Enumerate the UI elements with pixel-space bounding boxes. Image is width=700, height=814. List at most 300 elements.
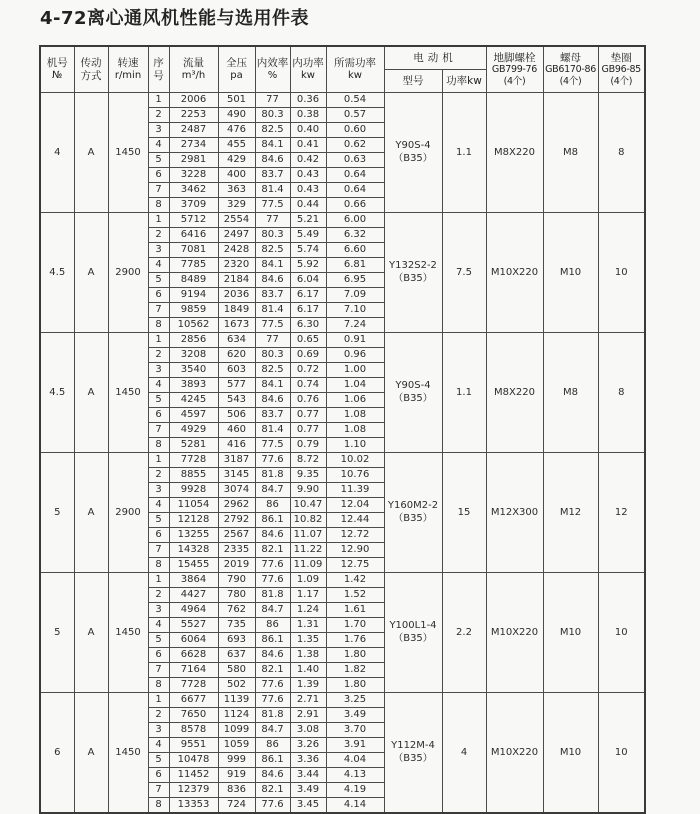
seq-cell: 4 <box>148 138 169 153</box>
power-cell: 10.47 <box>290 498 326 513</box>
seq-cell: 5 <box>148 153 169 168</box>
efficiency-cell: 77.6 <box>255 558 290 573</box>
seq-cell: 6 <box>148 768 169 783</box>
power-cell: 1.39 <box>290 678 326 693</box>
pressure-cell: 2428 <box>218 243 255 258</box>
col-header-motor-group: 电动机 <box>384 46 486 70</box>
drive-mode-cell: A <box>74 693 108 814</box>
pressure-cell: 416 <box>218 438 255 453</box>
flow-cell: 10478 <box>169 753 218 768</box>
power-cell: 0.40 <box>290 123 326 138</box>
drive-mode-cell: A <box>74 213 108 333</box>
pressure-cell: 577 <box>218 378 255 393</box>
col-header-nut: 螺母 GB6170-86 (4个) <box>543 46 598 93</box>
required-power-cell: 1.42 <box>326 573 384 588</box>
efficiency-cell: 77 <box>255 333 290 348</box>
required-power-cell: 1.10 <box>326 438 384 453</box>
pressure-cell: 1673 <box>218 318 255 333</box>
power-cell: 3.45 <box>290 798 326 814</box>
motor-model-cell: Y90S-4 （B35） <box>384 333 442 453</box>
pressure-cell: 363 <box>218 183 255 198</box>
efficiency-cell: 84.1 <box>255 378 290 393</box>
efficiency-cell: 80.3 <box>255 348 290 363</box>
flow-cell: 3228 <box>169 168 218 183</box>
required-power-cell: 0.64 <box>326 168 384 183</box>
seq-cell: 8 <box>148 198 169 213</box>
efficiency-cell: 81.8 <box>255 468 290 483</box>
seq-cell: 6 <box>148 288 169 303</box>
table-row <box>40 333 645 348</box>
power-cell: 1.31 <box>290 618 326 633</box>
motor-power-cell: 1.1 <box>442 93 486 213</box>
efficiency-cell: 82.5 <box>255 363 290 378</box>
required-power-cell: 4.14 <box>326 798 384 814</box>
efficiency-cell: 81.8 <box>255 588 290 603</box>
efficiency-cell: 77.6 <box>255 678 290 693</box>
anchor-bolt-cell: M10X220 <box>486 213 543 333</box>
pressure-cell: 620 <box>218 348 255 363</box>
col-header-drive: 传动 方式 <box>74 46 108 93</box>
power-cell: 0.42 <box>290 153 326 168</box>
power-cell: 1.24 <box>290 603 326 618</box>
power-cell: 0.69 <box>290 348 326 363</box>
flow-cell: 8578 <box>169 723 218 738</box>
table-header <box>40 46 645 93</box>
speed-cell: 1450 <box>108 93 148 213</box>
col-header-pressure: 全压 pa <box>218 46 255 93</box>
flow-cell: 7785 <box>169 258 218 273</box>
pressure-cell: 429 <box>218 153 255 168</box>
flow-cell: 7081 <box>169 243 218 258</box>
seq-cell: 4 <box>148 378 169 393</box>
power-cell: 6.17 <box>290 303 326 318</box>
power-cell: 8.72 <box>290 453 326 468</box>
flow-cell: 14328 <box>169 543 218 558</box>
flow-cell: 3540 <box>169 363 218 378</box>
flow-cell: 3709 <box>169 198 218 213</box>
power-cell: 1.40 <box>290 663 326 678</box>
flow-cell: 2856 <box>169 333 218 348</box>
efficiency-cell: 84.7 <box>255 603 290 618</box>
seq-cell: 3 <box>148 243 169 258</box>
seq-cell: 8 <box>148 558 169 573</box>
efficiency-cell: 82.5 <box>255 243 290 258</box>
anchor-bolt-cell: M8X220 <box>486 93 543 213</box>
required-power-cell: 3.25 <box>326 693 384 708</box>
machine-no-cell: 5 <box>40 573 74 693</box>
power-cell: 3.08 <box>290 723 326 738</box>
flow-cell: 2253 <box>169 108 218 123</box>
seq-cell: 1 <box>148 93 169 108</box>
flow-cell: 7164 <box>169 663 218 678</box>
seq-cell: 1 <box>148 693 169 708</box>
seq-cell: 2 <box>148 708 169 723</box>
power-cell: 1.09 <box>290 573 326 588</box>
machine-no-cell: 4.5 <box>40 213 74 333</box>
pressure-cell: 2962 <box>218 498 255 513</box>
efficiency-cell: 81.4 <box>255 303 290 318</box>
speed-cell: 1450 <box>108 573 148 693</box>
required-power-cell: 1.08 <box>326 423 384 438</box>
col-header-motor-model: 型号 <box>384 70 442 93</box>
required-power-cell: 0.64 <box>326 183 384 198</box>
pressure-cell: 3187 <box>218 453 255 468</box>
seq-cell: 1 <box>148 453 169 468</box>
efficiency-cell: 84.1 <box>255 258 290 273</box>
seq-cell: 1 <box>148 333 169 348</box>
pressure-cell: 2792 <box>218 513 255 528</box>
power-cell: 0.76 <box>290 393 326 408</box>
flow-cell: 4597 <box>169 408 218 423</box>
flow-cell: 13255 <box>169 528 218 543</box>
flow-cell: 11452 <box>169 768 218 783</box>
col-header-washer: 垫圈 GB96-85 (4个) <box>598 46 645 93</box>
anchor-bolt-cell: M12X300 <box>486 453 543 573</box>
required-power-cell: 11.39 <box>326 483 384 498</box>
pressure-cell: 2497 <box>218 228 255 243</box>
seq-cell: 5 <box>148 513 169 528</box>
seq-cell: 3 <box>148 723 169 738</box>
efficiency-cell: 84.7 <box>255 483 290 498</box>
flow-cell: 2487 <box>169 123 218 138</box>
efficiency-cell: 84.7 <box>255 723 290 738</box>
power-cell: 0.38 <box>290 108 326 123</box>
flow-cell: 9551 <box>169 738 218 753</box>
speed-cell: 2900 <box>108 453 148 573</box>
pressure-cell: 3145 <box>218 468 255 483</box>
power-cell: 6.04 <box>290 273 326 288</box>
flow-cell: 2006 <box>169 93 218 108</box>
seq-cell: 3 <box>148 603 169 618</box>
flow-cell: 2981 <box>169 153 218 168</box>
required-power-cell: 1.61 <box>326 603 384 618</box>
seq-cell: 6 <box>148 168 169 183</box>
motor-power-cell: 4 <box>442 693 486 814</box>
power-cell: 1.38 <box>290 648 326 663</box>
pressure-cell: 506 <box>218 408 255 423</box>
washer-cell: 10 <box>598 573 645 693</box>
efficiency-cell: 77.5 <box>255 198 290 213</box>
col-header-motor-power: 功率kw <box>442 70 486 93</box>
pressure-cell: 455 <box>218 138 255 153</box>
col-header-machine-no: 机号 № <box>40 46 74 93</box>
required-power-cell: 1.80 <box>326 678 384 693</box>
col-header-anchor-bolt: 地脚螺栓 GB799-76 (4个) <box>486 46 543 93</box>
motor-power-cell: 1.1 <box>442 333 486 453</box>
flow-cell: 9859 <box>169 303 218 318</box>
seq-cell: 6 <box>148 408 169 423</box>
efficiency-cell: 83.7 <box>255 168 290 183</box>
page-title: 4-72离心通风机性能与选用件表 <box>40 8 310 29</box>
nut-cell: M10 <box>543 693 598 814</box>
power-cell: 0.43 <box>290 168 326 183</box>
pressure-cell: 780 <box>218 588 255 603</box>
efficiency-cell: 84.6 <box>255 153 290 168</box>
flow-cell: 12379 <box>169 783 218 798</box>
pressure-cell: 790 <box>218 573 255 588</box>
seq-cell: 8 <box>148 678 169 693</box>
flow-cell: 12128 <box>169 513 218 528</box>
pressure-cell: 2184 <box>218 273 255 288</box>
power-cell: 1.17 <box>290 588 326 603</box>
pressure-cell: 501 <box>218 93 255 108</box>
pressure-cell: 2567 <box>218 528 255 543</box>
pressure-cell: 490 <box>218 108 255 123</box>
col-header-required-power: 所需功率 kw <box>326 46 384 93</box>
efficiency-cell: 77.5 <box>255 318 290 333</box>
motor-power-cell: 2.2 <box>442 573 486 693</box>
pressure-cell: 476 <box>218 123 255 138</box>
pressure-cell: 836 <box>218 783 255 798</box>
efficiency-cell: 86.1 <box>255 513 290 528</box>
seq-cell: 7 <box>148 183 169 198</box>
pressure-cell: 580 <box>218 663 255 678</box>
pressure-cell: 634 <box>218 333 255 348</box>
efficiency-cell: 83.7 <box>255 408 290 423</box>
power-cell: 5.92 <box>290 258 326 273</box>
flow-cell: 3864 <box>169 573 218 588</box>
machine-no-cell: 5 <box>40 453 74 573</box>
required-power-cell: 1.70 <box>326 618 384 633</box>
required-power-cell: 0.62 <box>326 138 384 153</box>
efficiency-cell: 84.6 <box>255 648 290 663</box>
required-power-cell: 7.10 <box>326 303 384 318</box>
seq-cell: 7 <box>148 303 169 318</box>
required-power-cell: 12.44 <box>326 513 384 528</box>
required-power-cell: 6.95 <box>326 273 384 288</box>
power-cell: 9.35 <box>290 468 326 483</box>
washer-cell: 10 <box>598 693 645 814</box>
pressure-cell: 329 <box>218 198 255 213</box>
seq-cell: 3 <box>148 483 169 498</box>
seq-cell: 7 <box>148 783 169 798</box>
flow-cell: 9194 <box>169 288 218 303</box>
seq-cell: 8 <box>148 798 169 814</box>
required-power-cell: 4.19 <box>326 783 384 798</box>
col-header-seq: 序 号 <box>148 46 169 93</box>
required-power-cell: 12.04 <box>326 498 384 513</box>
power-cell: 0.77 <box>290 408 326 423</box>
required-power-cell: 1.00 <box>326 363 384 378</box>
required-power-cell: 6.60 <box>326 243 384 258</box>
motor-power-cell: 7.5 <box>442 213 486 333</box>
efficiency-cell: 83.7 <box>255 288 290 303</box>
nut-cell: M10 <box>543 573 598 693</box>
required-power-cell: 3.91 <box>326 738 384 753</box>
power-cell: 5.74 <box>290 243 326 258</box>
pressure-cell: 693 <box>218 633 255 648</box>
required-power-cell: 1.52 <box>326 588 384 603</box>
speed-cell: 1450 <box>108 693 148 814</box>
motor-model-cell: Y90S-4 （B35） <box>384 93 442 213</box>
pressure-cell: 735 <box>218 618 255 633</box>
efficiency-cell: 86.1 <box>255 633 290 648</box>
required-power-cell: 7.09 <box>326 288 384 303</box>
required-power-cell: 1.04 <box>326 378 384 393</box>
pressure-cell: 1139 <box>218 693 255 708</box>
power-cell: 0.77 <box>290 423 326 438</box>
required-power-cell: 4.13 <box>326 768 384 783</box>
pressure-cell: 400 <box>218 168 255 183</box>
flow-cell: 6677 <box>169 693 218 708</box>
required-power-cell: 1.08 <box>326 408 384 423</box>
power-cell: 3.44 <box>290 768 326 783</box>
motor-model-cell: Y132S2-2 （B35） <box>384 213 442 333</box>
power-cell: 3.49 <box>290 783 326 798</box>
flow-cell: 5527 <box>169 618 218 633</box>
flow-cell: 7728 <box>169 453 218 468</box>
efficiency-cell: 82.1 <box>255 783 290 798</box>
flow-cell: 6628 <box>169 648 218 663</box>
seq-cell: 8 <box>148 318 169 333</box>
flow-cell: 4427 <box>169 588 218 603</box>
pressure-cell: 1059 <box>218 738 255 753</box>
pressure-cell: 2554 <box>218 213 255 228</box>
efficiency-cell: 81.8 <box>255 708 290 723</box>
efficiency-cell: 86 <box>255 618 290 633</box>
pressure-cell: 2320 <box>218 258 255 273</box>
seq-cell: 7 <box>148 543 169 558</box>
flow-cell: 13353 <box>169 798 218 814</box>
motor-power-cell: 15 <box>442 453 486 573</box>
drive-mode-cell: A <box>74 573 108 693</box>
required-power-cell: 0.63 <box>326 153 384 168</box>
seq-cell: 4 <box>148 258 169 273</box>
seq-cell: 4 <box>148 498 169 513</box>
speed-cell: 2900 <box>108 213 148 333</box>
pressure-cell: 543 <box>218 393 255 408</box>
required-power-cell: 1.06 <box>326 393 384 408</box>
table-row <box>40 573 645 588</box>
washer-cell: 10 <box>598 213 645 333</box>
pressure-cell: 724 <box>218 798 255 814</box>
seq-cell: 4 <box>148 618 169 633</box>
pressure-cell: 919 <box>218 768 255 783</box>
pressure-cell: 2019 <box>218 558 255 573</box>
seq-cell: 6 <box>148 528 169 543</box>
required-power-cell: 12.90 <box>326 543 384 558</box>
efficiency-cell: 84.6 <box>255 273 290 288</box>
col-header-efficiency: 内效率 % <box>255 46 290 93</box>
required-power-cell: 0.66 <box>326 198 384 213</box>
power-cell: 5.21 <box>290 213 326 228</box>
pressure-cell: 2335 <box>218 543 255 558</box>
table-container <box>39 45 646 814</box>
seq-cell: 1 <box>148 213 169 228</box>
power-cell: 0.41 <box>290 138 326 153</box>
power-cell: 0.36 <box>290 93 326 108</box>
efficiency-cell: 82.5 <box>255 123 290 138</box>
power-cell: 0.43 <box>290 183 326 198</box>
seq-cell: 2 <box>148 588 169 603</box>
flow-cell: 7650 <box>169 708 218 723</box>
flow-cell: 6064 <box>169 633 218 648</box>
pressure-cell: 2036 <box>218 288 255 303</box>
seq-cell: 5 <box>148 273 169 288</box>
table-body <box>40 93 645 814</box>
required-power-cell: 0.57 <box>326 108 384 123</box>
pressure-cell: 762 <box>218 603 255 618</box>
motor-model-cell: Y100L1-4 （B35） <box>384 573 442 693</box>
table-row <box>40 693 645 708</box>
flow-cell: 2734 <box>169 138 218 153</box>
required-power-cell: 12.75 <box>326 558 384 573</box>
required-power-cell: 1.82 <box>326 663 384 678</box>
efficiency-cell: 84.6 <box>255 393 290 408</box>
required-power-cell: 0.96 <box>326 348 384 363</box>
nut-cell: M10 <box>543 213 598 333</box>
nut-cell: M12 <box>543 453 598 573</box>
seq-cell: 5 <box>148 393 169 408</box>
nut-cell: M8 <box>543 333 598 453</box>
flow-cell: 15455 <box>169 558 218 573</box>
efficiency-cell: 82.1 <box>255 543 290 558</box>
efficiency-cell: 77 <box>255 93 290 108</box>
col-header-flow: 流量 m³/h <box>169 46 218 93</box>
machine-no-cell: 4.5 <box>40 333 74 453</box>
seq-cell: 7 <box>148 663 169 678</box>
seq-cell: 1 <box>148 573 169 588</box>
drive-mode-cell: A <box>74 453 108 573</box>
pressure-cell: 3074 <box>218 483 255 498</box>
table-row <box>40 453 645 468</box>
required-power-cell: 10.76 <box>326 468 384 483</box>
power-cell: 0.74 <box>290 378 326 393</box>
flow-cell: 3462 <box>169 183 218 198</box>
nut-cell: M8 <box>543 93 598 213</box>
flow-cell: 10562 <box>169 318 218 333</box>
required-power-cell: 10.02 <box>326 453 384 468</box>
required-power-cell: 3.49 <box>326 708 384 723</box>
efficiency-cell: 77.6 <box>255 693 290 708</box>
machine-no-cell: 6 <box>40 693 74 814</box>
efficiency-cell: 81.4 <box>255 423 290 438</box>
seq-cell: 4 <box>148 738 169 753</box>
flow-cell: 4964 <box>169 603 218 618</box>
flow-cell: 4929 <box>169 423 218 438</box>
power-cell: 0.44 <box>290 198 326 213</box>
fan-performance-table <box>39 45 646 814</box>
flow-cell: 8489 <box>169 273 218 288</box>
anchor-bolt-cell: M10X220 <box>486 693 543 814</box>
flow-cell: 4245 <box>169 393 218 408</box>
power-cell: 3.36 <box>290 753 326 768</box>
required-power-cell: 6.81 <box>326 258 384 273</box>
flow-cell: 3208 <box>169 348 218 363</box>
flow-cell: 11054 <box>169 498 218 513</box>
seq-cell: 8 <box>148 438 169 453</box>
motor-model-cell: Y160M2-2 （B35） <box>384 453 442 573</box>
power-cell: 9.90 <box>290 483 326 498</box>
required-power-cell: 7.24 <box>326 318 384 333</box>
required-power-cell: 3.70 <box>326 723 384 738</box>
power-cell: 2.91 <box>290 708 326 723</box>
power-cell: 0.65 <box>290 333 326 348</box>
power-cell: 10.82 <box>290 513 326 528</box>
seq-cell: 3 <box>148 363 169 378</box>
pressure-cell: 1849 <box>218 303 255 318</box>
seq-cell: 7 <box>148 423 169 438</box>
seq-cell: 5 <box>148 633 169 648</box>
machine-no-cell: 4 <box>40 93 74 213</box>
power-cell: 11.07 <box>290 528 326 543</box>
required-power-cell: 0.91 <box>326 333 384 348</box>
efficiency-cell: 77.6 <box>255 798 290 814</box>
pressure-cell: 637 <box>218 648 255 663</box>
efficiency-cell: 82.1 <box>255 663 290 678</box>
power-cell: 0.79 <box>290 438 326 453</box>
pressure-cell: 502 <box>218 678 255 693</box>
